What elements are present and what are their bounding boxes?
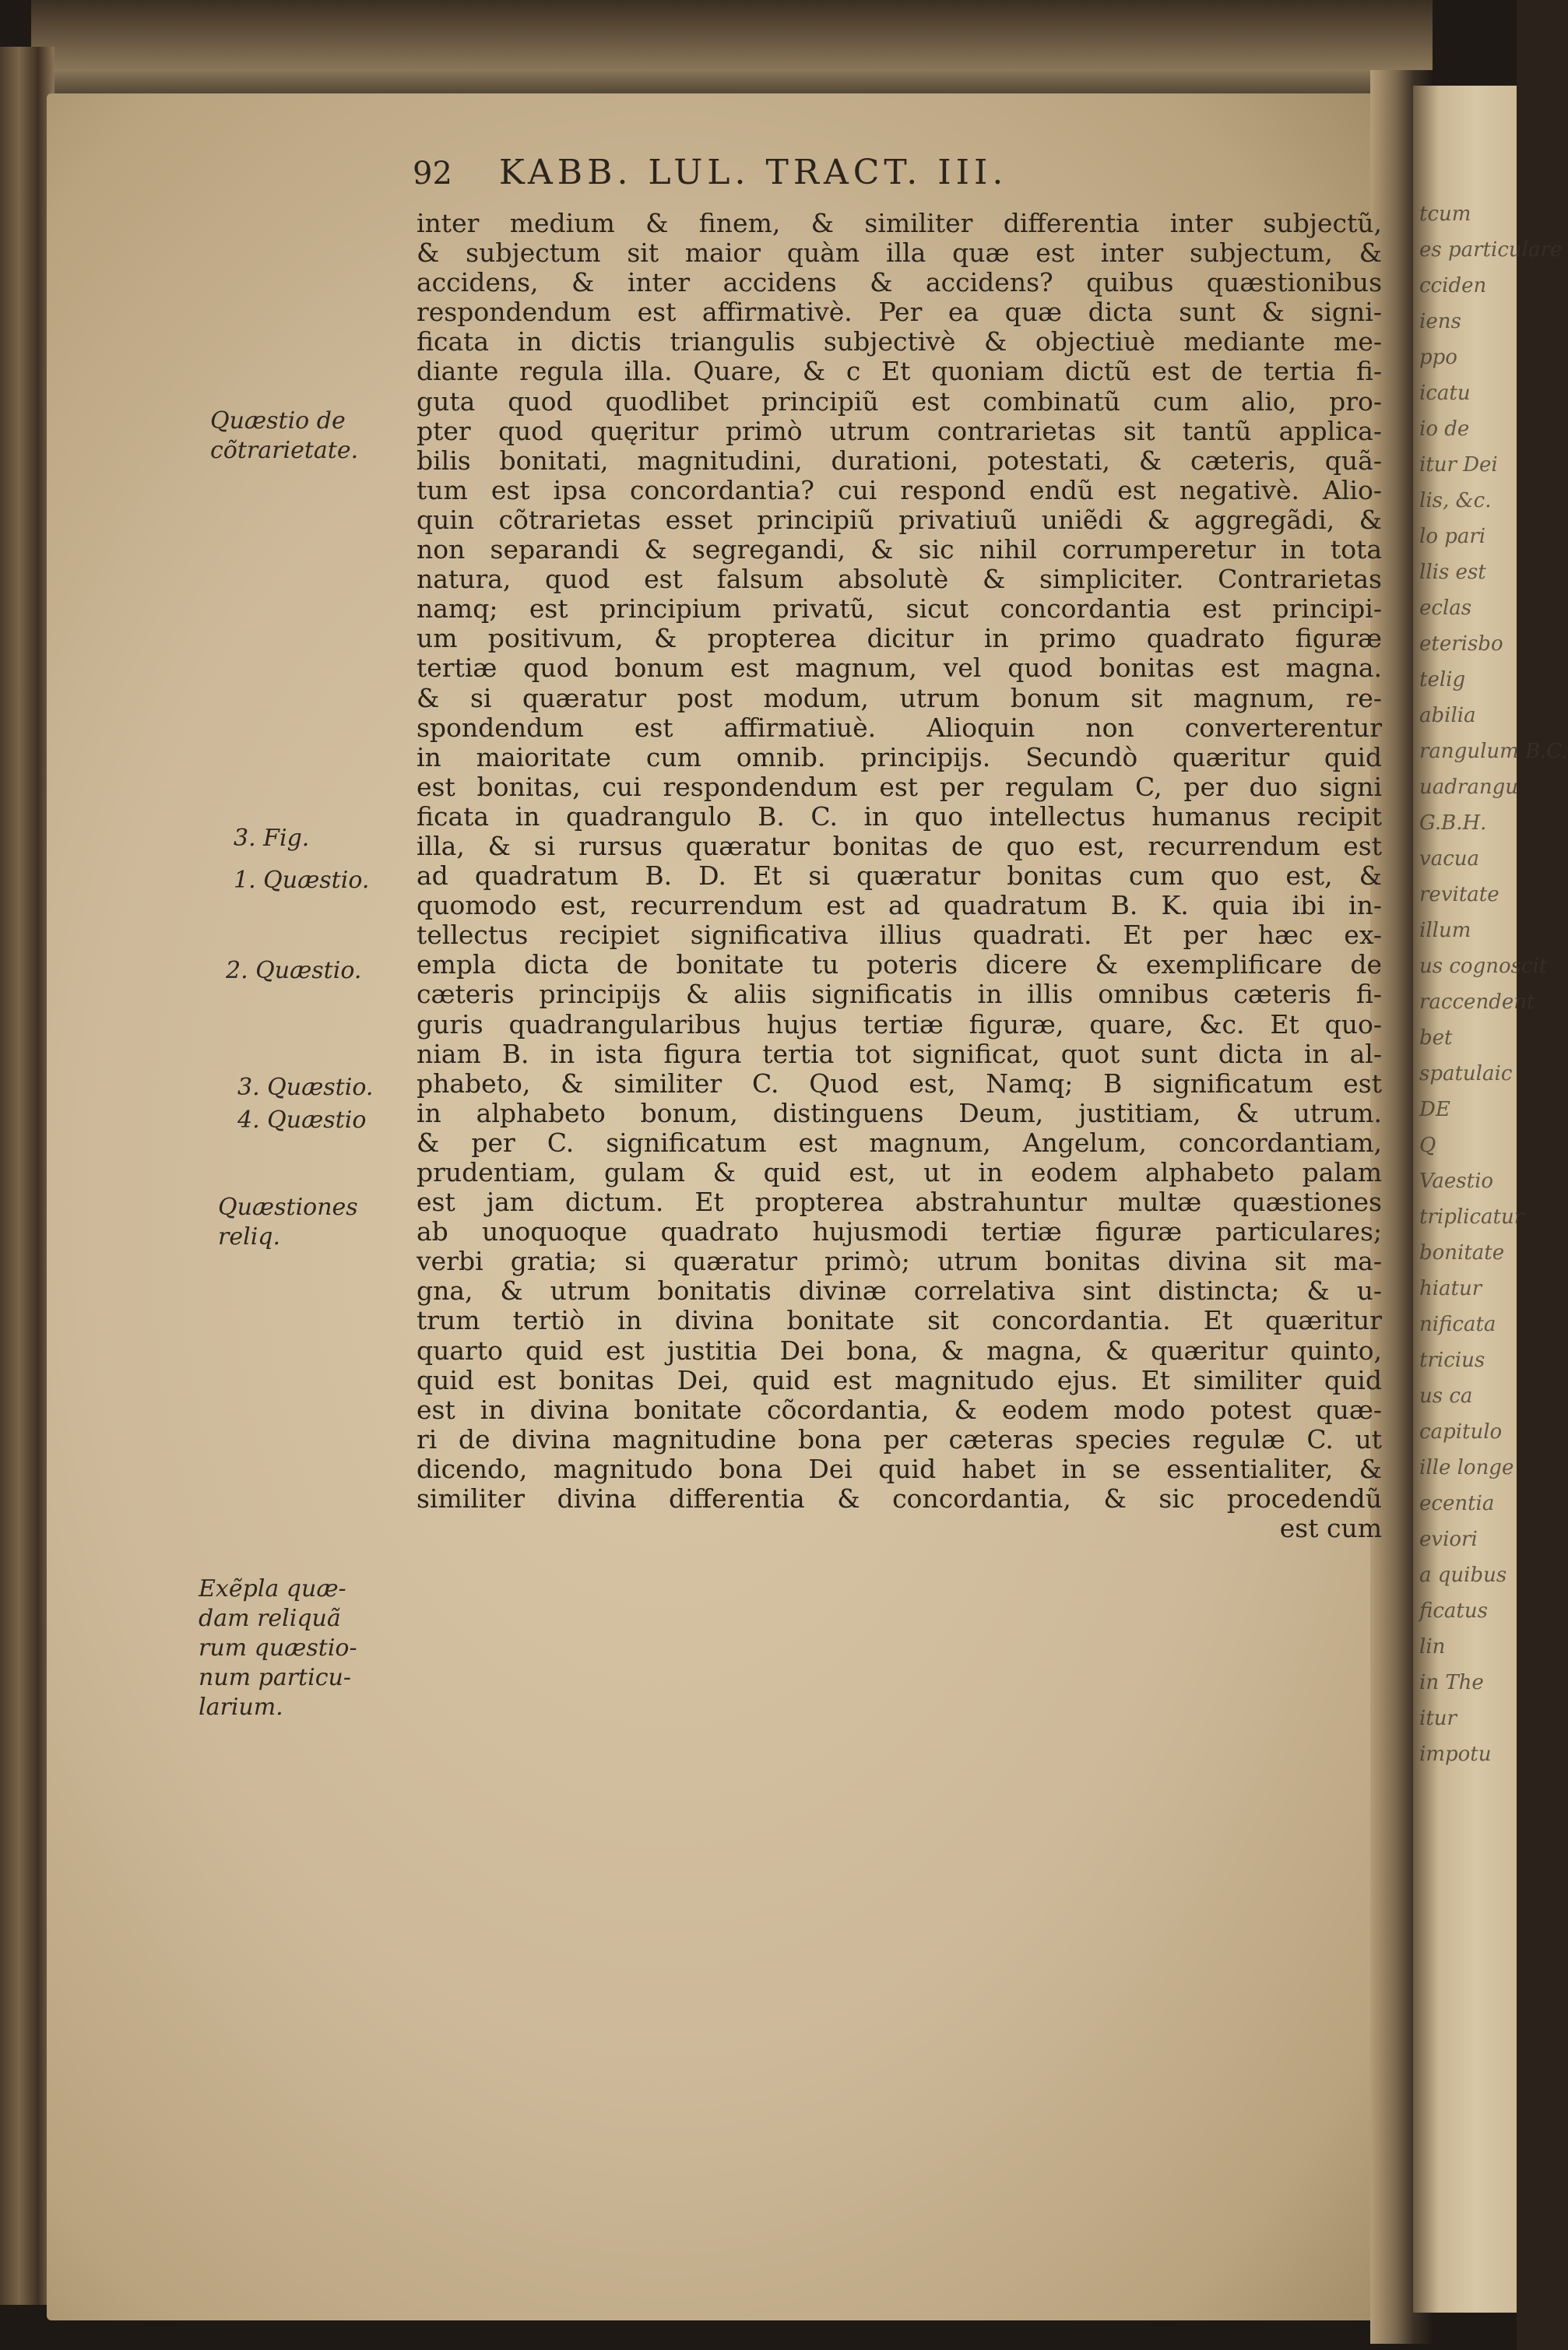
text-line: prudentiam, gulam & quid est, ut in eodem alphabeto palam [417,1157,1382,1187]
facing-page-fragment: hiatur [1419,1277,1482,1300]
facing-page-fragment: illum [1419,919,1471,942]
facing-page-fragment: vacua [1419,847,1479,871]
facing-page-fragment: nificata [1419,1313,1496,1336]
text-line: quin cõtrarietas esset principiũ privatiuũ uniẽdi & aggregãdi, & [417,504,1382,535]
text-line: illa, & si rursus quæratur bonitas de quo est, recurrendum est [417,830,1382,861]
text-line: est jam dictum. Et propterea abstrahuntur multæ quæstiones [417,1187,1382,1218]
text-line: in maioritate cum omnib. principijs. Secundò quæritur quid [417,741,1382,772]
facing-page-fragment: a quibus [1419,1564,1507,1587]
text-line: respondendum est affirmativè. Per ea quæ dicta sunt & signi- [417,297,1382,328]
text-line: pter quod quęritur primò utrum contrarietas sit tantũ applica- [417,415,1382,446]
text-line: trum tertiò in divina bonitate sit concordantia. Et quæritur [417,1305,1382,1336]
facing-page-fragment: telig [1419,668,1466,691]
facing-page-fragment: Q [1419,1134,1436,1157]
facing-page-fragment: capitulo [1419,1420,1503,1444]
margin-note-line: rum quæstio- [199,1634,357,1662]
facing-page-fragment: cciden [1419,274,1487,297]
facing-page-fragment: us ca [1419,1384,1473,1408]
text-line: tertiæ quod bonum est magnum, vel quod bonitas est magna. [417,653,1382,684]
facing-page-fragment: in The [1419,1671,1484,1694]
facing-page-fragment: itur Dei [1419,453,1498,477]
text-line: & subjectum sit maior quàm illa quæ est inter subjectum, & [417,237,1382,269]
facing-page-fragment: tcum [1419,202,1471,226]
facing-page-fragment: tricius [1419,1349,1485,1372]
margin-note-q1 [234,866,369,895]
text-line: gna, & utrum bonitatis divinæ correlativa sint distincta; & u- [417,1275,1382,1307]
margin-note-line: 3. Quæstio. [237,1074,374,1101]
text-line: ad quadratum B. D. Et si quæratur bonitas cum quo est, & [417,860,1382,892]
text-line: guris quadrangularibus hujus tertiæ figuræ, quare, &c. Et quo- [417,1008,1382,1040]
text-line: quarto quid est justitia Dei bona, & magna, & quæritur quinto, [417,1335,1382,1366]
text-line: est cum [1279,1513,1382,1544]
facing-page-fragment: Vaestio [1419,1170,1494,1193]
facing-page-fragment: triplicatur [1419,1205,1524,1229]
text-line: & per C. significatum est magnum, Angelum, concordantiam, [417,1127,1382,1158]
facing-page-fragment: uadrangu [1419,776,1518,799]
facing-page-fragment: bonitate [1419,1241,1505,1265]
text-line: verbi gratia; si quæratur primò; utrum bonitas divina sit ma- [417,1246,1382,1277]
text-line: phabeto, & similiter C. Quod est, Namq; B significatum est [417,1068,1382,1099]
text-line: ri de divina magnitudine bona per cæteras species regulæ C. ut [417,1423,1382,1455]
facing-page-fragment: us cognoscit [1419,955,1548,978]
text-line: inter medium & finem, & similiter differentia inter subjectũ, [417,208,1382,238]
facing-page-fragment: ecentia [1419,1492,1495,1515]
facing-page-fragment: G.B.H. [1419,811,1487,835]
text-line: accidens, & inter accidens & accidens? quibus quæstionibus [417,267,1382,298]
text-line: ficata in quadrangulo B. C. in quo intellectus humanus recipit [417,800,1382,832]
facing-page-fragment: ficatus [1419,1599,1488,1623]
margin-note-fig [234,824,309,853]
text-line: est in divina bonitate cõcordantia, & eodem modo potest quæ- [417,1394,1382,1425]
facing-page-fragment: itur [1419,1707,1457,1730]
margin-note-line: reliq. [218,1223,281,1251]
text-line: ficata in dictis triangulis subjectivè & objectiuè mediante me- [417,326,1382,357]
facing-page-fragment: rangulum B.C. [1419,740,1568,763]
facing-page-fragment: lis, &c. [1419,489,1492,512]
text-line: similiter divina differentia & concordantia, & sic procedendũ [417,1483,1382,1514]
margin-note-exempla [199,1574,357,1722]
text-line: dicendo, magnitudo bona Dei quid habet in se essentialiter, & [417,1453,1382,1484]
margin-note-line: Exẽpla quæ- [199,1575,346,1602]
facing-page-fragment: DE [1419,1098,1450,1121]
facing-page-fragment: abilia [1419,704,1476,727]
margin-note-line: num particu- [199,1664,351,1691]
facing-page-fragment: raccendent [1419,990,1535,1014]
margin-note-line: Quæstio de [210,407,346,434]
facing-page-fragment: lin [1419,1635,1446,1659]
facing-page-fragment: impotu [1419,1743,1492,1766]
page-number: 92 [413,156,452,192]
facing-page-fragment: lo pari [1419,525,1486,548]
text-line: quid est bonitas Dei, quid est magnitudo ejus. Et similiter quid [417,1364,1382,1395]
margin-note-line: Quæstiones [218,1194,358,1221]
margin-note-reliq [218,1193,358,1252]
facing-page-fragment: icatu [1419,382,1471,405]
running-title: KABB. LUL. TRACT. III. [498,153,1008,192]
facing-page-fragment: eterisbo [1419,632,1503,656]
margin-note-line: 4. Quæstio [237,1106,367,1134]
facing-page-fragment: ille longe [1419,1456,1514,1479]
facing-page-fragment: llis est [1419,561,1486,584]
text-line: niam B. in ista figura tertia tot significat, quot sunt dicta in al- [417,1038,1382,1069]
text-line: um positivum, & propterea dicitur in primo quadrato figuræ [417,623,1382,654]
text-line: guta quod quodlibet principiũ est combinatũ cum alio, pro- [417,385,1382,417]
facing-page-edge [1413,86,1568,2313]
margin-note-line: dam reliquã [199,1605,341,1632]
text-line: tum est ipsa concordantia? cui respond endũ est negativè. Alio- [417,474,1382,505]
text-line: ab unoquoque quadrato hujusmodi tertiæ figuræ particulares; [417,1216,1382,1247]
text-line: tellectus recipiet significativa illius quadrati. Et per hæc ex- [417,920,1382,951]
margin-note-q3 [237,1073,373,1103]
facing-page-fragment: ppo [1419,346,1457,369]
text-line: est bonitas, cui respondendum est per regulam C, per duo signi [417,771,1382,802]
facing-page-fragment: iens [1419,310,1461,333]
facing-page-fragment: eclas [1419,596,1472,620]
margin-note-line: 1. Quæstio. [234,867,370,894]
margin-note-line: larium. [199,1694,283,1721]
running-header [413,153,1347,207]
text-line: cæteris principijs & aliis significatis in illis omnibus cæteris fi- [417,979,1382,1010]
facing-page-fragment: io de [1419,417,1470,441]
text-line: in alphabeto bonum, distinguens Deum, justitiam, & utrum. [417,1097,1382,1128]
text-line: quomodo est, recurrendum est ad quadratum B. K. quia ibi in- [417,890,1382,921]
margin-note-contrarietate [210,406,358,466]
margin-note-line: 3. Fig. [234,825,310,852]
text-line: & si quæratur post modum, utrum bonum sit magnum, re- [417,682,1382,713]
facing-page-fragment: es particulare [1419,238,1563,262]
margin-note-line: cõtrarietate. [210,437,359,464]
text-line: namq; est principium privatũ, sicut concordantia est principi- [417,593,1382,624]
facing-page-fragment: bet [1419,1026,1453,1050]
main-text-block [417,209,1382,1543]
facing-page-fragment: revitate [1419,883,1499,906]
facing-page-fragment: eviori [1419,1528,1478,1551]
margin-note-line: 2. Quæstio. [226,957,362,984]
margin-note-q2 [226,956,361,986]
text-line: spondendum est affirmatiuè. Alioquin non converterentur [417,712,1382,743]
margin-note-q4 [237,1106,366,1135]
text-line: empla dicta de bonitate tu poteris dicere & exemplificare de [417,949,1382,980]
facing-page-fragment: spatulaic [1419,1062,1513,1085]
text-line: bilis bonitati, magnitudini, durationi, potestati, & cæteris, quã- [417,445,1382,476]
text-line: diante regula illa. Quare, & c Et quoniam dictũ est de tertia fi- [417,356,1382,387]
text-line: natura, quod est falsum absolutè & simpliciter. Contrarietas [417,564,1382,595]
text-line: non separandi & segregandi, & sic nihil corrumperetur in tota [417,534,1382,565]
